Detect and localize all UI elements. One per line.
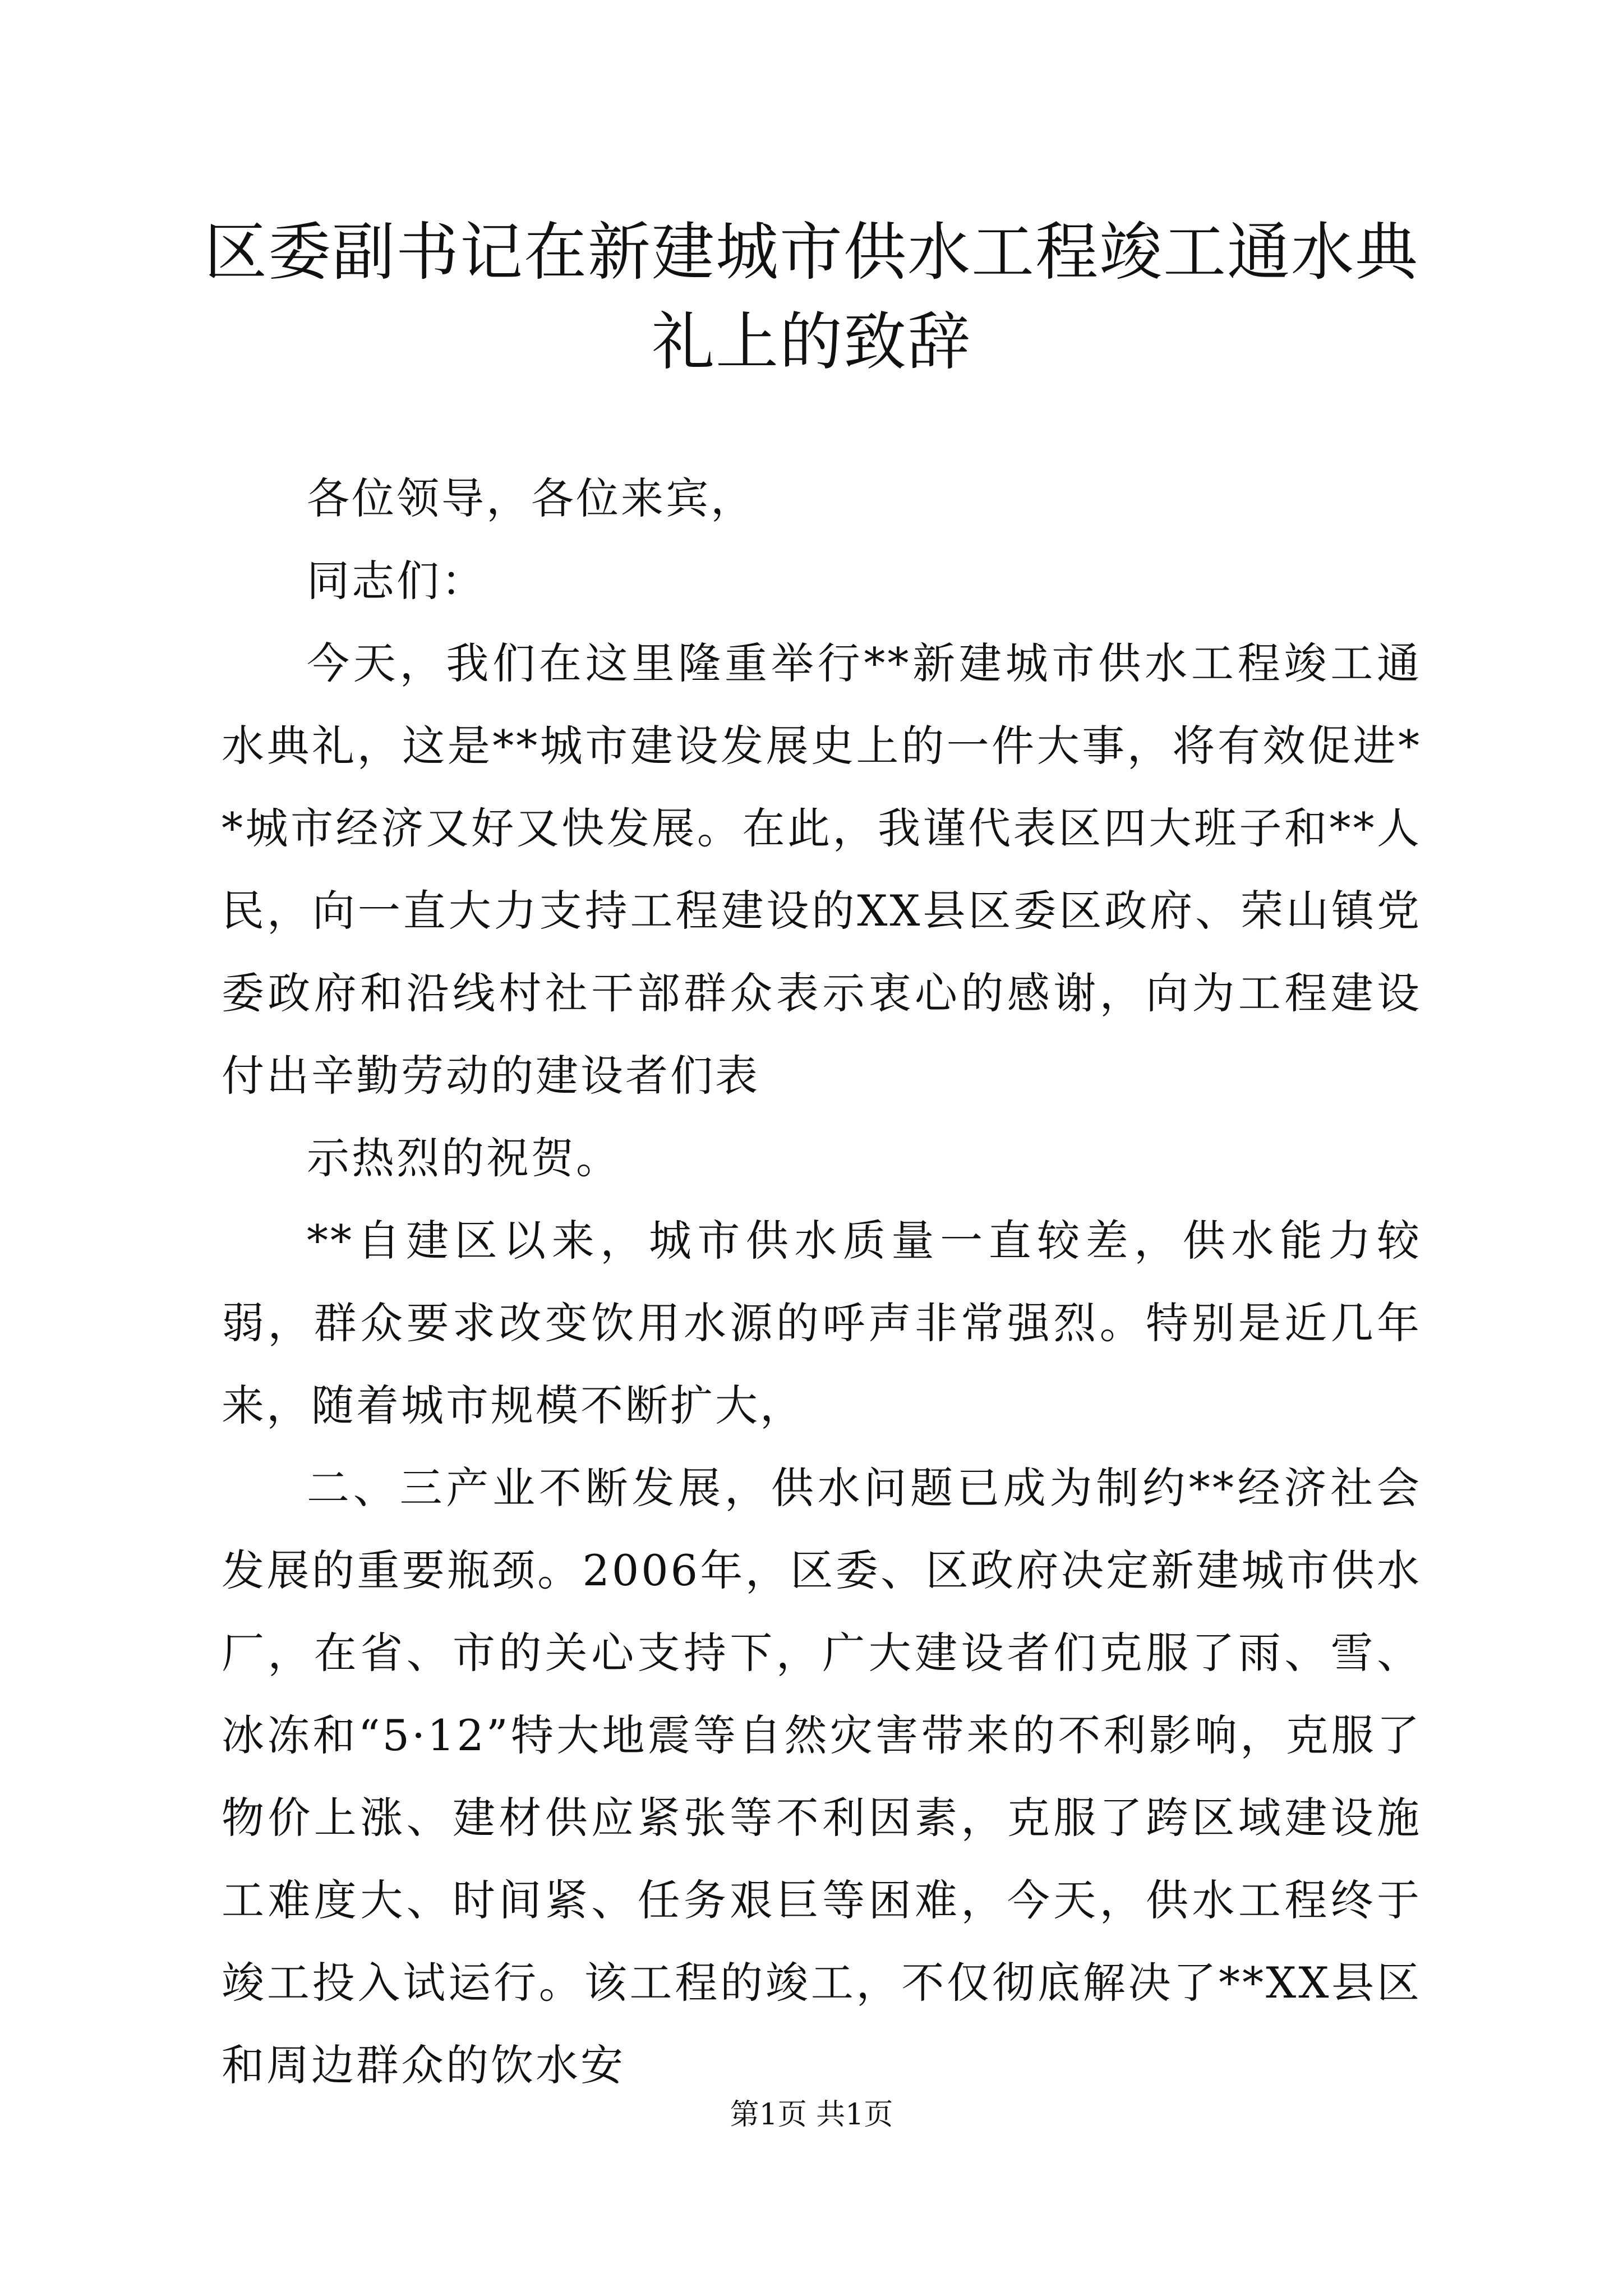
paragraph-congratulation: 示热烈的祝贺。: [307, 1133, 621, 1183]
paragraph-construction: 二、三产业不断发展，供水问题已成为制约**经济社会发展的重要瓶颈。2006年，区委、区政府决定新建城市供水厂，在省、市的关心支持下，广大建设者们克服了雨、雪、冰冻和“5·12”特大地震等自然灾害带来的不利影响，克服了物价上涨、建材供应紧张等不利因素，克服了跨区域建设施工难度大、时间紧、任务艰巨等困难，今天，供水工程终于竣工投入试运行。该工程的竣工，不仅彻底解决了**XX县区和周边群众的饮水安: [222, 1463, 1422, 2090]
paragraph-comrades: 同志们：: [307, 556, 486, 606]
document-body: [222, 457, 1422, 2106]
paragraph-salutation: 各位领导，各位来宾，: [307, 473, 755, 523]
document-title: 区委副书记在新建城市供水工程竣工通水典礼上的致辞: [204, 216, 1419, 379]
paragraph-opening: 今天，我们在这里隆重举行**新建城市供水工程竣工通水典礼，这是**城市建设发展史上的一件大事，将有效促进**城市经济又好又快发展。在此，我谨代表区四大班子和**人民，向一直大力支持工程建设的XX县区委区政府、荣山镇党委政府和沿线村社干部群众表示衷心的感谢，向为工程建设付出辛勤劳动的建设者们表: [222, 638, 1422, 1101]
paragraph-background: **自建区以来，城市供水质量一直较差，供水能力较弱，群众要求改变饮用水源的呼声非常强烈。特别是近几年来，随着城市规模不断扩大，: [222, 1216, 1422, 1430]
page-footer: 第1页 共1页: [730, 2098, 893, 2132]
